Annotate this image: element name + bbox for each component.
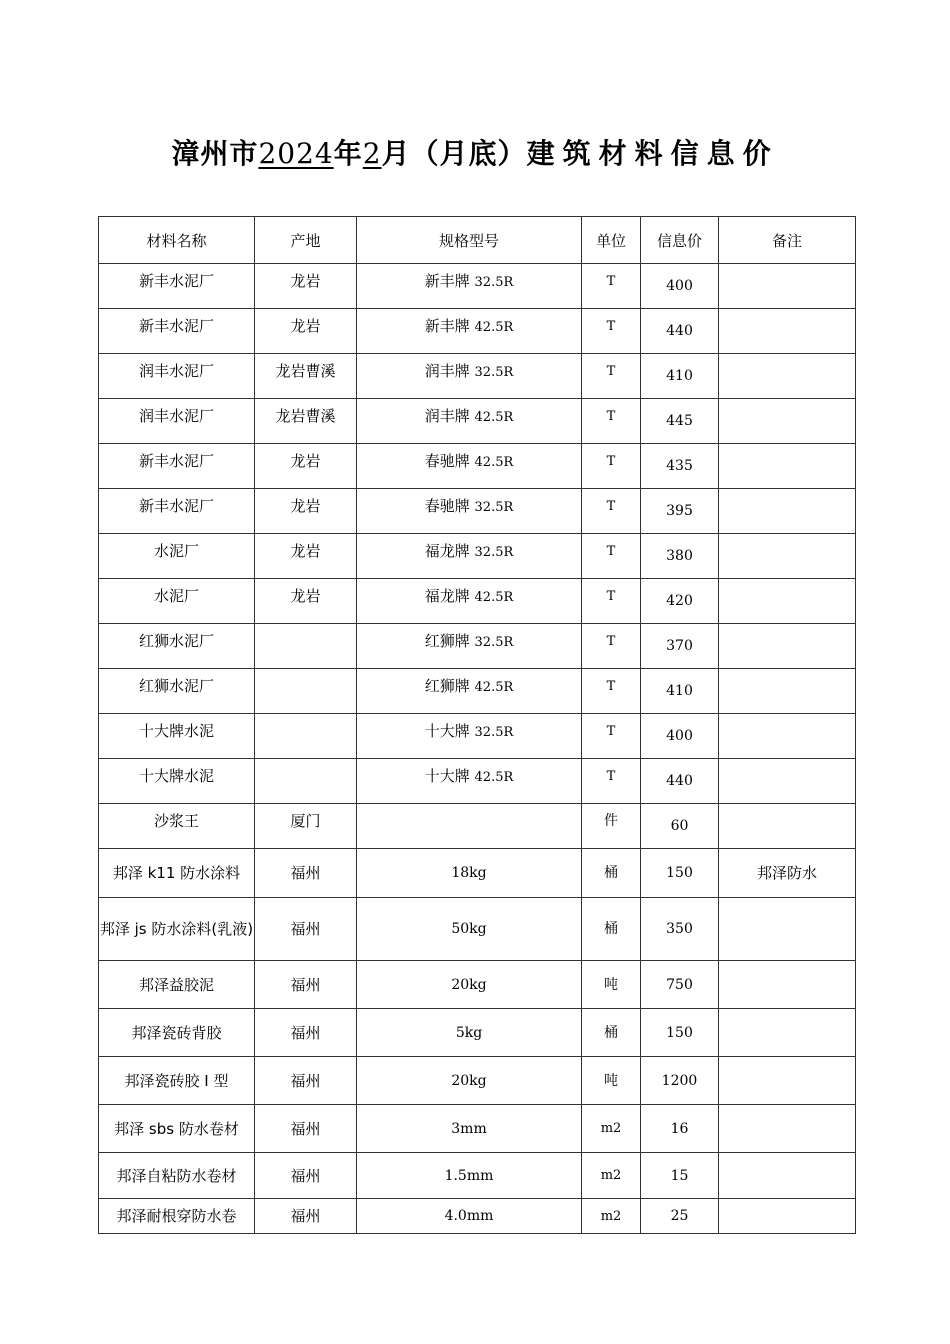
spec-code: 32.5R <box>474 725 514 740</box>
cell-spec <box>357 489 582 534</box>
table-row <box>99 264 856 309</box>
unit: 吨 <box>604 1072 618 1089</box>
material-name: 邦泽自粘防水卷材 <box>116 1166 237 1185</box>
table-row <box>99 354 856 399</box>
price: 1200 <box>661 1072 698 1089</box>
cell-unit <box>582 1199 641 1234</box>
cell-origin <box>255 1105 357 1153</box>
table-row <box>99 714 856 759</box>
cell-spec <box>357 961 582 1009</box>
cell-spec <box>357 444 582 489</box>
unit: T <box>606 589 616 604</box>
origin: 福州 <box>290 1207 321 1225</box>
cell-price <box>641 624 719 669</box>
cell-price <box>641 849 719 898</box>
material-name: 水泥厂 <box>153 587 199 605</box>
header-unit: 单位 <box>582 217 641 264</box>
cell-origin <box>255 489 357 534</box>
price: 370 <box>666 638 693 654</box>
table-row <box>99 759 856 804</box>
price: 750 <box>666 976 693 993</box>
cell-origin <box>255 1199 357 1234</box>
cell-spec <box>357 1057 582 1105</box>
cell-price <box>641 898 719 961</box>
cell-price <box>641 579 719 624</box>
cell-note <box>719 534 856 579</box>
spec-brand: 福龙牌 <box>424 542 470 560</box>
spec-code: 42.5R <box>474 455 514 470</box>
cell-spec <box>357 309 582 354</box>
price: 410 <box>666 683 693 699</box>
material-name: 邦泽瓷砖背胶 <box>131 1023 222 1042</box>
price-table <box>98 216 856 1234</box>
origin: 福州 <box>290 1166 321 1185</box>
title-prefix: 漳州市 <box>171 137 259 170</box>
cell-origin <box>255 804 357 849</box>
note: 邦泽防水 <box>756 864 817 882</box>
page-title <box>0 132 950 172</box>
unit: 件 <box>604 813 618 829</box>
header-name: 材料名称 <box>99 217 255 264</box>
cell-note <box>719 759 856 804</box>
spec-code: 32.5R <box>474 635 514 650</box>
origin: 龙岩 <box>290 452 321 470</box>
unit: m2 <box>600 1168 622 1183</box>
cell-name <box>99 264 255 309</box>
spec-brand: 新丰牌 <box>424 272 470 290</box>
cell-spec <box>357 714 582 759</box>
origin: 福州 <box>290 864 321 882</box>
table-row <box>99 579 856 624</box>
cell-spec <box>357 1199 582 1234</box>
cell-origin <box>255 354 357 399</box>
table-row <box>99 624 856 669</box>
unit: m2 <box>600 1121 622 1136</box>
price: 410 <box>666 368 693 384</box>
cell-name <box>99 1057 255 1105</box>
table-row <box>99 1105 856 1153</box>
cell-spec <box>357 264 582 309</box>
cell-price <box>641 444 719 489</box>
table-body <box>99 264 856 1234</box>
cell-name <box>99 669 255 714</box>
cell-price <box>641 759 719 804</box>
origin: 龙岩 <box>290 497 321 515</box>
cell-name <box>99 354 255 399</box>
spec-code: 32.5R <box>474 545 514 560</box>
table-row <box>99 961 856 1009</box>
material-name: 邦泽耐根穿防水卷 <box>116 1207 237 1225</box>
cell-origin <box>255 898 357 961</box>
cell-note <box>719 1009 856 1057</box>
cell-name <box>99 534 255 579</box>
cell-price <box>641 714 719 759</box>
cell-name <box>99 1105 255 1153</box>
cell-name <box>99 444 255 489</box>
cell-name <box>99 309 255 354</box>
spec-code: 5kg <box>455 1024 483 1041</box>
spec-code: 42.5R <box>474 320 514 335</box>
material-name: 邦泽瓷砖胶 I 型 <box>124 1071 229 1090</box>
price: 25 <box>670 1208 689 1224</box>
spec-code: 42.5R <box>474 680 514 695</box>
material-name: 新丰水泥厂 <box>138 317 214 335</box>
price: 440 <box>666 773 693 789</box>
cell-price <box>641 399 719 444</box>
table-row <box>99 309 856 354</box>
cell-name <box>99 399 255 444</box>
unit: 桶 <box>604 865 618 881</box>
spec-code: 32.5R <box>474 365 514 380</box>
unit: T <box>606 454 616 469</box>
cell-origin <box>255 579 357 624</box>
table-row <box>99 669 856 714</box>
cell-note <box>719 489 856 534</box>
unit: T <box>606 499 616 514</box>
cell-unit <box>582 1105 641 1153</box>
cell-name <box>99 1153 255 1199</box>
cell-price <box>641 1199 719 1234</box>
unit: 桶 <box>604 1024 618 1041</box>
material-name: 新丰水泥厂 <box>138 497 214 515</box>
unit: T <box>606 679 616 694</box>
cell-note <box>719 1105 856 1153</box>
cell-spec <box>357 1009 582 1057</box>
spec-code: 42.5R <box>474 590 514 605</box>
cell-note <box>719 961 856 1009</box>
table-row <box>99 1057 856 1105</box>
spec-code: 42.5R <box>474 770 514 785</box>
cell-price <box>641 961 719 1009</box>
header-note: 备注 <box>719 217 856 264</box>
cell-name <box>99 489 255 534</box>
cell-note <box>719 804 856 849</box>
cell-unit <box>582 961 641 1009</box>
material-name: 红狮水泥厂 <box>138 632 214 650</box>
cell-origin <box>255 1153 357 1199</box>
cell-unit <box>582 759 641 804</box>
cell-note <box>719 624 856 669</box>
price: 435 <box>666 458 693 474</box>
cell-unit <box>582 444 641 489</box>
cell-origin <box>255 669 357 714</box>
origin: 龙岩 <box>290 542 321 560</box>
cell-note <box>719 1057 856 1105</box>
price: 16 <box>670 1120 689 1137</box>
spec-code: 20kg <box>451 1072 487 1089</box>
cell-note <box>719 898 856 961</box>
spec-code: 32.5R <box>474 500 514 515</box>
unit: T <box>606 409 616 424</box>
cell-unit <box>582 1009 641 1057</box>
spec-brand: 润丰牌 <box>424 362 470 380</box>
cell-name <box>99 579 255 624</box>
unit: T <box>606 769 616 784</box>
cell-price <box>641 1057 719 1105</box>
origin: 龙岩曹溪 <box>275 362 336 380</box>
cell-spec <box>357 898 582 961</box>
cell-unit <box>582 579 641 624</box>
cell-price <box>641 1009 719 1057</box>
material-name: 十大牌水泥 <box>138 767 214 785</box>
cell-note <box>719 1153 856 1199</box>
cell-price <box>641 354 719 399</box>
cell-origin <box>255 1057 357 1105</box>
cell-spec <box>357 1105 582 1153</box>
cell-unit <box>582 804 641 849</box>
header-origin: 产地 <box>255 217 357 264</box>
cell-price <box>641 264 719 309</box>
table-row <box>99 898 856 961</box>
cell-note <box>719 309 856 354</box>
material-name: 新丰水泥厂 <box>138 272 214 290</box>
cell-origin <box>255 849 357 898</box>
cell-price <box>641 534 719 579</box>
unit: 桶 <box>604 921 618 937</box>
cell-spec <box>357 399 582 444</box>
cell-name <box>99 624 255 669</box>
cell-name <box>99 714 255 759</box>
cell-note <box>719 1199 856 1234</box>
table-row <box>99 1153 856 1199</box>
title-rest: 建筑材料信息价 <box>526 137 779 170</box>
price: 150 <box>666 865 693 881</box>
table-row <box>99 1199 856 1234</box>
cell-origin <box>255 759 357 804</box>
cell-note <box>719 849 856 898</box>
price: 400 <box>666 278 693 294</box>
cell-note <box>719 669 856 714</box>
origin: 龙岩 <box>290 272 321 290</box>
material-name: 邦泽 js 防水涂料(乳液) <box>99 920 254 938</box>
header-spec: 规格型号 <box>357 217 582 264</box>
material-name: 邦泽 k11 防水涂料 <box>112 864 241 882</box>
cell-unit <box>582 399 641 444</box>
spec-brand: 福龙牌 <box>424 587 470 605</box>
cell-spec <box>357 579 582 624</box>
table-row <box>99 804 856 849</box>
cell-spec <box>357 669 582 714</box>
cell-unit <box>582 898 641 961</box>
cell-unit <box>582 714 641 759</box>
spec-brand: 春驰牌 <box>424 452 470 470</box>
material-name: 十大牌水泥 <box>138 722 214 740</box>
price: 445 <box>666 413 693 429</box>
unit: T <box>606 544 616 559</box>
cell-unit <box>582 489 641 534</box>
unit: T <box>606 724 616 739</box>
price: 15 <box>670 1167 689 1184</box>
table-row <box>99 849 856 898</box>
table-row <box>99 399 856 444</box>
unit: T <box>606 319 616 334</box>
title-month-suffix: 月（月底） <box>381 137 527 170</box>
price: 400 <box>666 728 693 744</box>
cell-name <box>99 1009 255 1057</box>
cell-price <box>641 1153 719 1199</box>
cell-name <box>99 961 255 1009</box>
cell-unit <box>582 1057 641 1105</box>
cell-unit <box>582 1153 641 1199</box>
cell-note <box>719 399 856 444</box>
title-month: 2 <box>362 137 382 170</box>
cell-origin <box>255 961 357 1009</box>
cell-origin <box>255 714 357 759</box>
origin: 龙岩 <box>290 587 321 605</box>
spec-code: 3mm <box>451 1120 487 1137</box>
cell-spec <box>357 354 582 399</box>
cell-note <box>719 444 856 489</box>
spec-code: 42.5R <box>474 410 514 425</box>
cell-name <box>99 1199 255 1234</box>
spec-brand: 十大牌 <box>424 767 470 785</box>
material-name: 润丰水泥厂 <box>138 362 214 380</box>
cell-price <box>641 669 719 714</box>
price: 380 <box>666 548 693 564</box>
cell-spec <box>357 534 582 579</box>
price: 440 <box>666 323 693 339</box>
cell-note <box>719 264 856 309</box>
origin: 福州 <box>290 1119 321 1138</box>
material-name: 沙浆王 <box>153 812 199 830</box>
cell-name <box>99 804 255 849</box>
material-name: 邦泽益胶泥 <box>138 975 214 994</box>
cell-spec <box>357 624 582 669</box>
cell-origin <box>255 624 357 669</box>
cell-spec <box>357 1153 582 1199</box>
spec-brand: 润丰牌 <box>424 407 470 425</box>
spec-code: 50kg <box>451 921 487 937</box>
cell-note <box>719 579 856 624</box>
origin: 福州 <box>290 1023 321 1042</box>
material-name: 润丰水泥厂 <box>138 407 214 425</box>
price: 150 <box>666 1024 693 1041</box>
cell-unit <box>582 309 641 354</box>
material-name: 红狮水泥厂 <box>138 677 214 695</box>
spec-code: 4.0mm <box>444 1208 494 1224</box>
cell-name <box>99 759 255 804</box>
table-row <box>99 444 856 489</box>
price: 60 <box>670 818 689 834</box>
origin: 福州 <box>290 1071 321 1090</box>
cell-unit <box>582 849 641 898</box>
unit: T <box>606 364 616 379</box>
cell-origin <box>255 399 357 444</box>
cell-price <box>641 804 719 849</box>
title-year: 2024 <box>258 137 334 170</box>
unit: 吨 <box>604 976 618 993</box>
spec-brand: 红狮牌 <box>424 632 470 650</box>
table-row <box>99 534 856 579</box>
cell-name <box>99 898 255 961</box>
material-name: 水泥厂 <box>153 542 199 560</box>
cell-unit <box>582 264 641 309</box>
spec-brand: 十大牌 <box>424 722 470 740</box>
cell-note <box>719 714 856 759</box>
origin: 龙岩曹溪 <box>275 407 336 425</box>
spec-code: 1.5mm <box>444 1167 494 1184</box>
cell-unit <box>582 669 641 714</box>
spec-brand: 新丰牌 <box>424 317 470 335</box>
price: 395 <box>666 503 693 519</box>
spec-code: 32.5R <box>474 275 514 290</box>
origin: 厦门 <box>290 812 321 830</box>
cell-price <box>641 1105 719 1153</box>
cell-spec <box>357 759 582 804</box>
cell-origin <box>255 309 357 354</box>
cell-name <box>99 849 255 898</box>
cell-price <box>641 489 719 534</box>
table-row <box>99 1009 856 1057</box>
unit: T <box>606 634 616 649</box>
price: 420 <box>666 593 693 609</box>
spec-brand: 春驰牌 <box>424 497 470 515</box>
cell-unit <box>582 534 641 579</box>
cell-unit <box>582 354 641 399</box>
spec-code: 20kg <box>451 976 487 993</box>
cell-price <box>641 309 719 354</box>
cell-origin <box>255 534 357 579</box>
material-name: 邦泽 sbs 防水卷材 <box>114 1119 239 1138</box>
cell-note <box>719 354 856 399</box>
price: 350 <box>666 921 693 937</box>
cell-spec <box>357 804 582 849</box>
header-price: 信息价 <box>641 217 719 264</box>
cell-origin <box>255 1009 357 1057</box>
spec-brand: 红狮牌 <box>424 677 470 695</box>
material-name: 新丰水泥厂 <box>138 452 214 470</box>
spec-code: 18kg <box>451 865 487 881</box>
unit: m2 <box>600 1208 622 1224</box>
cell-unit <box>582 624 641 669</box>
cell-origin <box>255 444 357 489</box>
table-row <box>99 489 856 534</box>
table-header-row <box>99 217 856 264</box>
origin: 福州 <box>290 975 321 994</box>
cell-spec <box>357 849 582 898</box>
origin: 福州 <box>290 920 321 938</box>
unit: T <box>606 274 616 289</box>
cell-origin <box>255 264 357 309</box>
origin: 龙岩 <box>290 317 321 335</box>
title-year-suffix: 年 <box>333 137 363 170</box>
